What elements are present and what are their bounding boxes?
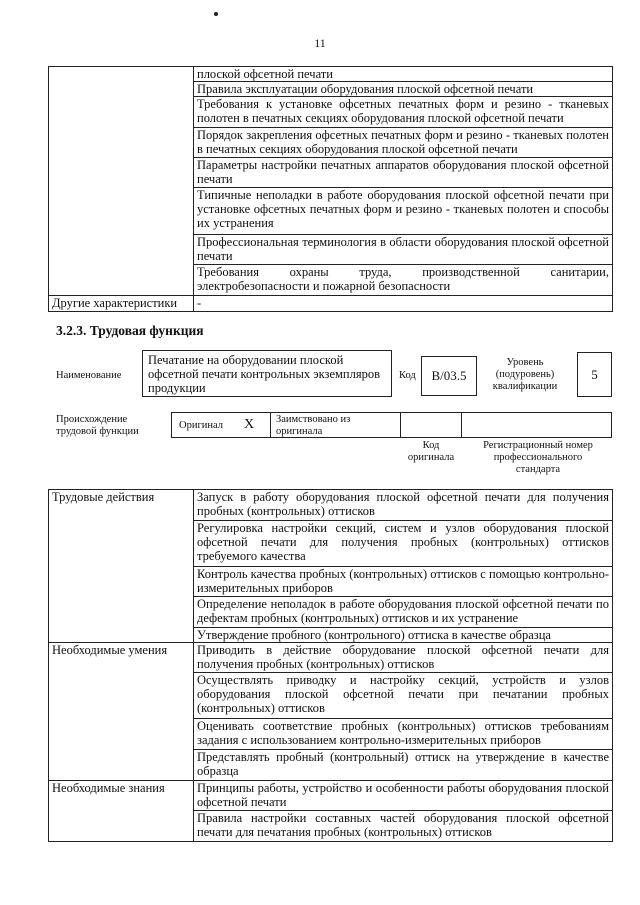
- registration-caption: Регистрационный номер профессионального стандарта: [483, 440, 593, 475]
- other-characteristics-value: -: [194, 296, 613, 312]
- other-characteristics-label: Другие характеристики: [49, 296, 194, 312]
- table-row: Регулировка настройки секций, систем и узлов оборудования плоской офсетной печати для получения пробных (контрольных) оттисков требуемого качества: [194, 521, 613, 567]
- table-row: Утверждение пробного (контрольного) оттиска в качестве образца: [194, 628, 613, 643]
- table-row: Профессиональная терминология в области оборудования плоской офсетной печати: [194, 235, 613, 265]
- empty-label-cell: [49, 67, 194, 296]
- section-title: Необходимые знания: [49, 781, 194, 842]
- level-label: Уровень (подуровень) квалификации: [492, 357, 558, 392]
- code-label: Код: [399, 370, 416, 381]
- function-name-box: [142, 350, 392, 397]
- function-name: Печатание на оборудовании плоской офсетной печати контрольных экземпляров продукции: [148, 353, 381, 395]
- name-label: Наименование: [56, 370, 122, 381]
- knowledge-table-continued: [48, 66, 613, 312]
- table-row: плоской офсетной печати: [194, 67, 613, 82]
- page-number: 11: [314, 36, 326, 50]
- table-row: Типичные неполадки в работе оборудования плоской офсетной печати при установке офсетных печатных форм и резино - тканевых полотен и способы их устранения: [194, 188, 613, 235]
- original-cell: [171, 412, 271, 438]
- registration-number-cell: [461, 412, 612, 438]
- table-row: Требования к установке офсетных печатных форм и резино - тканевых полотен в печатных секциях оборудования плоской офсетной печати: [194, 97, 613, 128]
- table-row: Оценивать соответствие пробных (контрольных) оттисков требованиям задания с использованием контрольно-измерительных приборов: [194, 719, 613, 750]
- table-row: Требования охраны труда, производственной санитарии, электробезопасности и пожарной безопасности: [194, 265, 613, 296]
- section-title: Необходимые умения: [49, 643, 194, 781]
- function-code: B/03.5: [431, 368, 467, 383]
- table-row: Представлять пробный (контрольный) оттиск на утверждение в качестве образца: [194, 750, 613, 781]
- function-code-box: [421, 356, 477, 396]
- section-title: Трудовые действия: [49, 490, 194, 643]
- origin-label: Происхождение трудовой функции: [56, 414, 139, 437]
- borrowed-cell: [270, 412, 401, 438]
- level-value: 5: [591, 367, 598, 382]
- code-caption: Код оригинала: [407, 440, 455, 463]
- level-box: [577, 352, 612, 397]
- table-row: Приводить в действие оборудование плоской офсетной печати для получения пробных (контрольных) оттисков: [194, 643, 613, 673]
- table-row: Определение неполадок в работе оборудования плоской офсетной печати по дефектам пробных (контрольных) оттисков и их устранение: [194, 597, 613, 628]
- original-mark: X: [244, 417, 255, 432]
- table-row: Правила настройки составных частей оборудования плоской офсетной печати для печатания пробных (контрольных) оттисков: [194, 811, 613, 842]
- labor-function-table: [48, 489, 613, 842]
- table-row: Контроль качества пробных (контрольных) оттисков с помощью контрольно-измерительных приборов: [194, 567, 613, 597]
- table-row: Порядок закрепления офсетных печатных форм и резино - тканевых полотен в печатных секциях оборудования плоской офсетной печати: [194, 128, 613, 158]
- table-row: Запуск в работу оборудования плоской офсетной печати для получения пробных (контрольных) оттисков: [194, 490, 613, 521]
- borrowed-label: Заимствовано из оригинала: [276, 414, 351, 437]
- table-row: Параметры настройки печатных аппаратов оборудования плоской офсетной печати: [194, 158, 613, 188]
- table-row: Правила эксплуатации оборудования плоской офсетной печати: [194, 82, 613, 97]
- original-code-cell: [400, 412, 462, 438]
- table-row: Принципы работы, устройство и особенности работы оборудования плоской офсетной печати: [194, 781, 613, 811]
- original-label: Оригинал: [179, 420, 223, 431]
- table-row: Осуществлять приводку и настройку секций, устройств и узлов оборудования плоской офсетной печати при печатании пробных (контрольных) оттисков: [194, 673, 613, 719]
- scan-mark: [214, 12, 218, 16]
- section-heading: 3.2.3. Трудовая функция: [56, 323, 204, 338]
